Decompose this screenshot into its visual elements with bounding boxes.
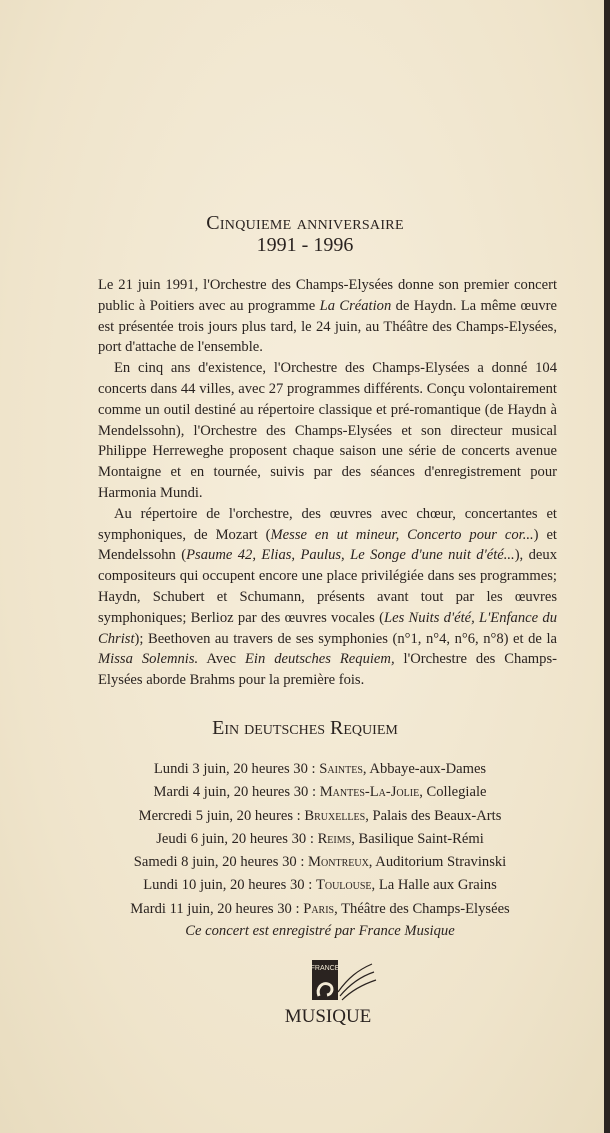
text-run: En cinq ans d'existence, l'Orchestre des Champs-Elysées a donné 104 concerts dans 44 villes, avec 27 programmes différents. Conçu volontairement comme un outil destiné au répertoire classique et pré-romantique (de Haydn à Mendelssohn), l'Orchestre des Champs-Elysées et son directeur musical Philippe Herreweghe proposent chaque saison une série de concerts avenue Montaigne et en tournée, suivis par des séances d'enregistrement pour Harmonia Mundi. [98, 360, 557, 501]
concert-city: Toulouse [315, 877, 372, 894]
concert-venue: , Abbaye-aux-Dames [362, 761, 487, 777]
text-run: Le 21 juin 1991, l'Orchestre des Champs-Elysées donne son premier concert public à Poitiers avec au programme [98, 277, 557, 314]
concert-venue: , Théâtre des Champs-Elysées [334, 900, 510, 917]
text-run: de Haydn. La même œuvre est présentée trois jours plus tard, le 24 juin, au Théâtre des Champs-Elysées, port d'attache de l'ensemble. [98, 297, 557, 356]
text-run: Au répertoire de l'orchestre, des œuvres avec chœur, concertantes et symphoniques, de Mozart ( [98, 505, 557, 543]
text-run: Avec [198, 651, 245, 668]
text-run: ) et Mendelssohn ( [98, 526, 557, 564]
concert-row [0, 828, 610, 851]
concert-date: Mardi 4 juin, 20 heures 30 : [153, 784, 320, 801]
concert-venue: , Palais des Beaux-Arts [365, 807, 502, 824]
concert-row [0, 758, 610, 781]
text-run: l'Orchestre des Champs-Elysées aborde Brahms pour la première fois. [98, 651, 557, 689]
concert-row [0, 898, 610, 921]
concert-venue: , Auditorium Stravinski [368, 854, 507, 871]
concert-city: Montreux [308, 854, 369, 871]
concert-date: Mercredi 5 juin, 20 heures : [138, 807, 305, 824]
italic-title: La Création [319, 297, 392, 314]
concert-row [0, 805, 610, 828]
intro-paragraph [98, 275, 557, 358]
concert-venue: , Basilique Saint-Rémi [351, 830, 484, 847]
concert-row [0, 851, 610, 874]
italic-title: Les Nuits d'été, L'Enfance du Christ [98, 609, 557, 647]
logo-wings-icon [338, 964, 376, 1000]
page-title: Cinquieme anniversaire [206, 212, 404, 234]
concert-row [0, 781, 610, 804]
italic-title: Psaume 42, Elias, Paulus, Le Songe d'une nuit d'été... [186, 547, 515, 564]
concert-venue: , Collegiale [419, 784, 487, 801]
italic-title: Ein deutsches Requiem, [244, 651, 395, 668]
text-run: ), deux compositeurs qui occupent encore une place privilégiée dans ses programmes; Haydn, Schubert et Schumann, présents avant tout par les œuvres symphoniques; Berlioz par des œuvres vocales ( [98, 547, 557, 626]
concert-date: Mardi 11 juin, 20 heures 30 : [130, 900, 304, 917]
program-title: Ein deutsches Requiem [212, 717, 398, 739]
concert-date: Samedi 8 juin, 20 heures 30 : [133, 854, 309, 871]
france-musique-logo [278, 958, 378, 1028]
concert-city: Paris [303, 900, 335, 917]
italic-title: Missa Solemnis. [98, 651, 199, 668]
concert-date: Jeudi 6 juin, 20 heures 30 : [156, 830, 318, 847]
concert-city: Saintes [319, 761, 363, 777]
concert-date: Lundi 10 juin, 20 heures 30 : [143, 877, 316, 894]
text-run: ); Beethoven au travers de ses symphonies (n°1, n°4, n°6, n°8) et de la [134, 630, 557, 647]
concert-city: Mantes-La-Jolie [319, 784, 420, 801]
logo-bottom-text: MUSIQUE [284, 1006, 372, 1027]
intro-paragraph [98, 358, 557, 504]
concert-list [0, 758, 610, 941]
intro-paragraph [98, 504, 557, 691]
concert-date: Lundi 3 juin, 20 heures 30 : [153, 761, 320, 777]
concert-row [0, 874, 610, 897]
concert-city: Bruxelles [304, 807, 366, 824]
concert-venue: , La Halle aux Grains [371, 877, 497, 894]
anniversary-years: 1991 - 1996 [256, 234, 354, 256]
scan-edge [604, 0, 610, 1133]
concert-city: Reims [317, 830, 352, 847]
intro-text [98, 275, 557, 691]
logo-top-text: FRANCE [310, 965, 340, 972]
italic-title: Messe en ut mineur, Concerto pour cor... [270, 526, 534, 543]
recording-note: Ce concert est enregistré par France Musique [185, 923, 455, 940]
